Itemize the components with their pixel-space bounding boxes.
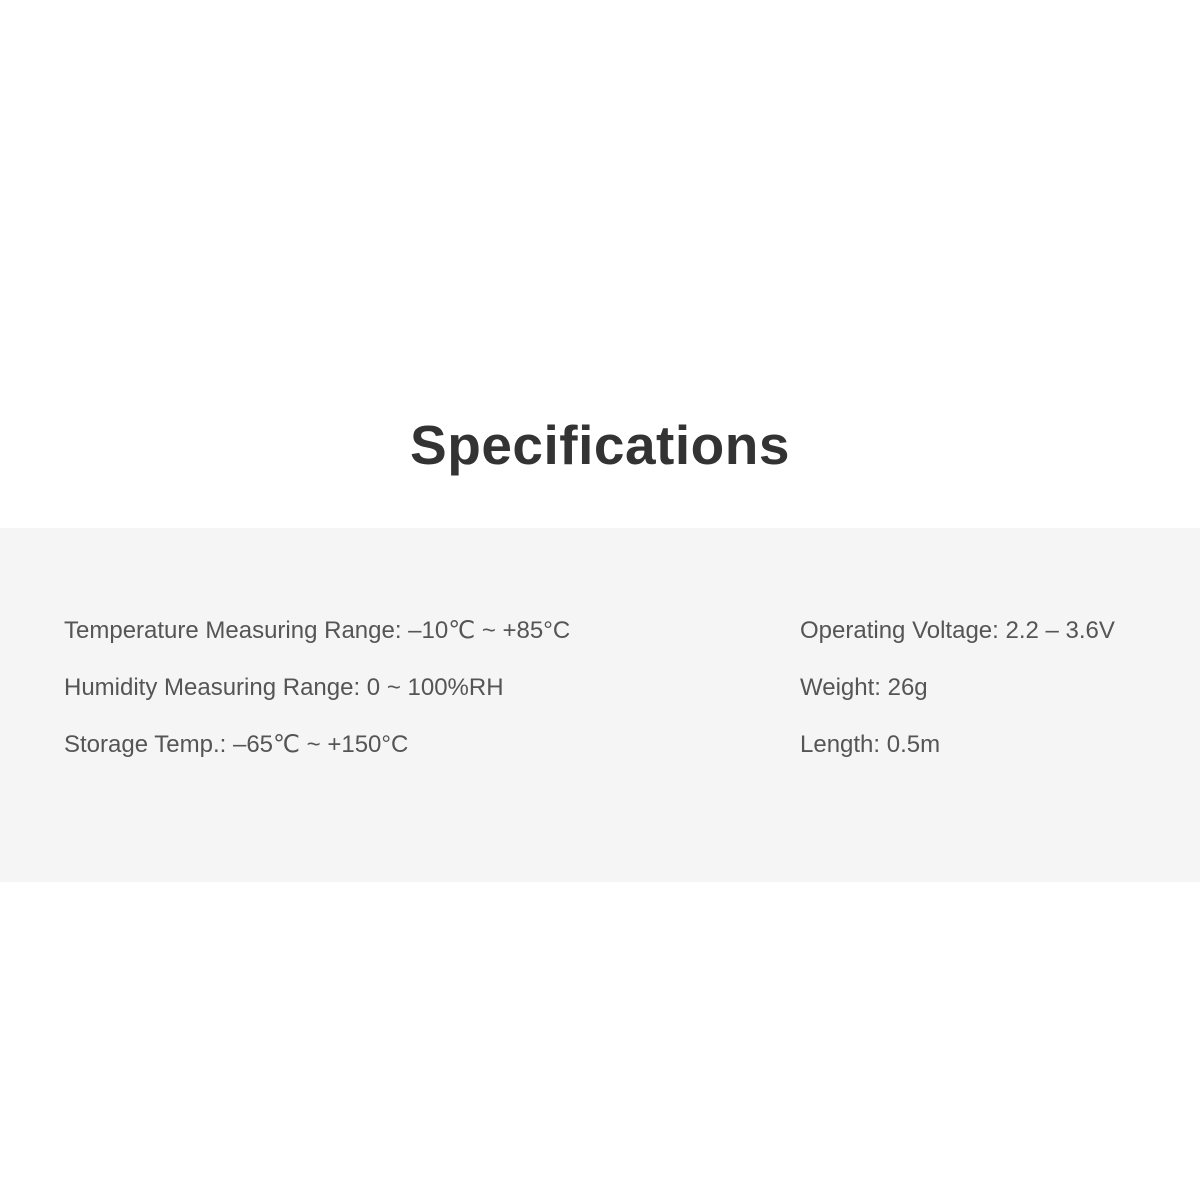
spec-panel <box>0 528 1200 882</box>
spec-column-right <box>800 616 1200 882</box>
spec-line-storage-temp: Storage Temp.: –65℃ ~ +150°C <box>64 731 409 758</box>
spec-line-length: Length: 0.5m <box>800 731 941 758</box>
spec-column-left <box>64 616 800 882</box>
page-title: Specifications <box>410 414 790 476</box>
spec-line-humidity-range: Humidity Measuring Range: 0 ~ 100%RH <box>64 674 504 701</box>
spec-line-weight: Weight: 26g <box>800 674 928 701</box>
spec-line-operating-voltage: Operating Voltage: 2.2 – 3.6V <box>800 617 1115 644</box>
spec-line-temperature-range: Temperature Measuring Range: –10℃ ~ +85°C <box>64 617 571 644</box>
